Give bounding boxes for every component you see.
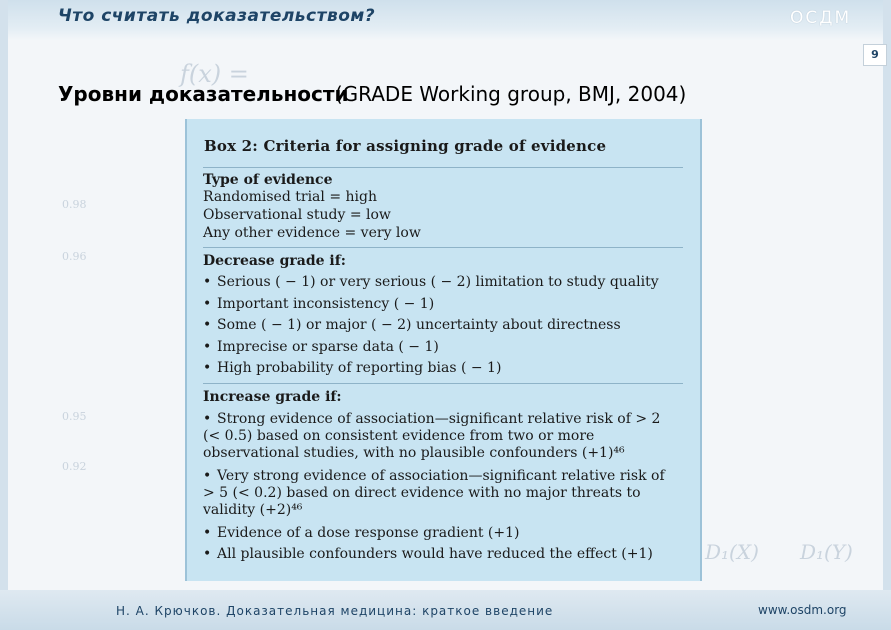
type-item: Randomised trial = high [203,189,377,205]
bg-formula: D₁(Y) [800,540,853,564]
bg-number: 0.92 [62,460,87,473]
left-decor-strip [0,0,8,630]
decrease-heading: Decrease grade if: [203,253,346,269]
subtitle-label: Уровни доказательности [58,82,349,106]
decrease-item: • Serious ( − 1) or very serious ( − 2) limitation to study quality [203,274,659,290]
increase-item: • All plausible confounders would have reduced the effect (+1) [203,546,653,562]
footer-author: Н. А. Крючков. Доказательная медицина: краткое введение [116,604,554,618]
bg-number: 0.98 [62,198,87,211]
type-heading: Type of evidence [203,172,333,188]
bg-number: 0.96 [62,250,87,263]
increase-item: • Very strong evidence of association—significant relative risk of [203,468,665,484]
decrease-item: • High probability of reporting bias ( − 1) [203,360,502,376]
slide-subtitle [58,82,686,106]
subtitle-source: (GRADE Working group, BMJ, 2004) [334,82,687,106]
increase-item: • Strong evidence of association—significant relative risk of > 2 [203,411,661,427]
footer-url[interactable]: www.osdm.org [758,603,847,617]
decrease-item: • Important inconsistency ( − 1) [203,296,435,312]
divider [203,247,683,248]
increase-heading: Increase grade if: [203,389,342,405]
decrease-item: • Imprecise or sparse data ( − 1) [203,339,439,355]
page-number: 9 [863,44,887,66]
type-item: Any other evidence = very low [203,225,421,241]
type-item: Observational study = low [203,207,391,223]
evidence-criteria-box [185,119,702,581]
increase-item-continuation: (< 0.5) based on consistent evidence from two or more [203,428,595,444]
box-title: Box 2: Criteria for assigning grade of evidence [204,137,607,155]
increase-item: • Evidence of a dose response gradient (+1) [203,525,520,541]
bg-formula: f(x) = [180,60,249,88]
brand-logo: ОСДМ [790,8,852,28]
increase-item-continuation: > 5 (< 0.2) based on direct evidence with no major threats to [203,485,641,501]
slide-title: Что считать доказательством? [58,6,376,26]
decrease-item: • Some ( − 1) or major ( − 2) uncertainty about directness [203,317,621,333]
increase-item-continuation: validity (+2)⁴⁶ [203,502,303,518]
right-decor-strip [883,0,891,630]
bg-number: 0.95 [62,410,87,423]
bg-formula: D₁(X) [705,540,759,564]
divider [203,167,683,168]
increase-item-continuation: observational studies, with no plausible confounders (+1)⁴⁶ [203,445,625,461]
divider [203,383,683,384]
